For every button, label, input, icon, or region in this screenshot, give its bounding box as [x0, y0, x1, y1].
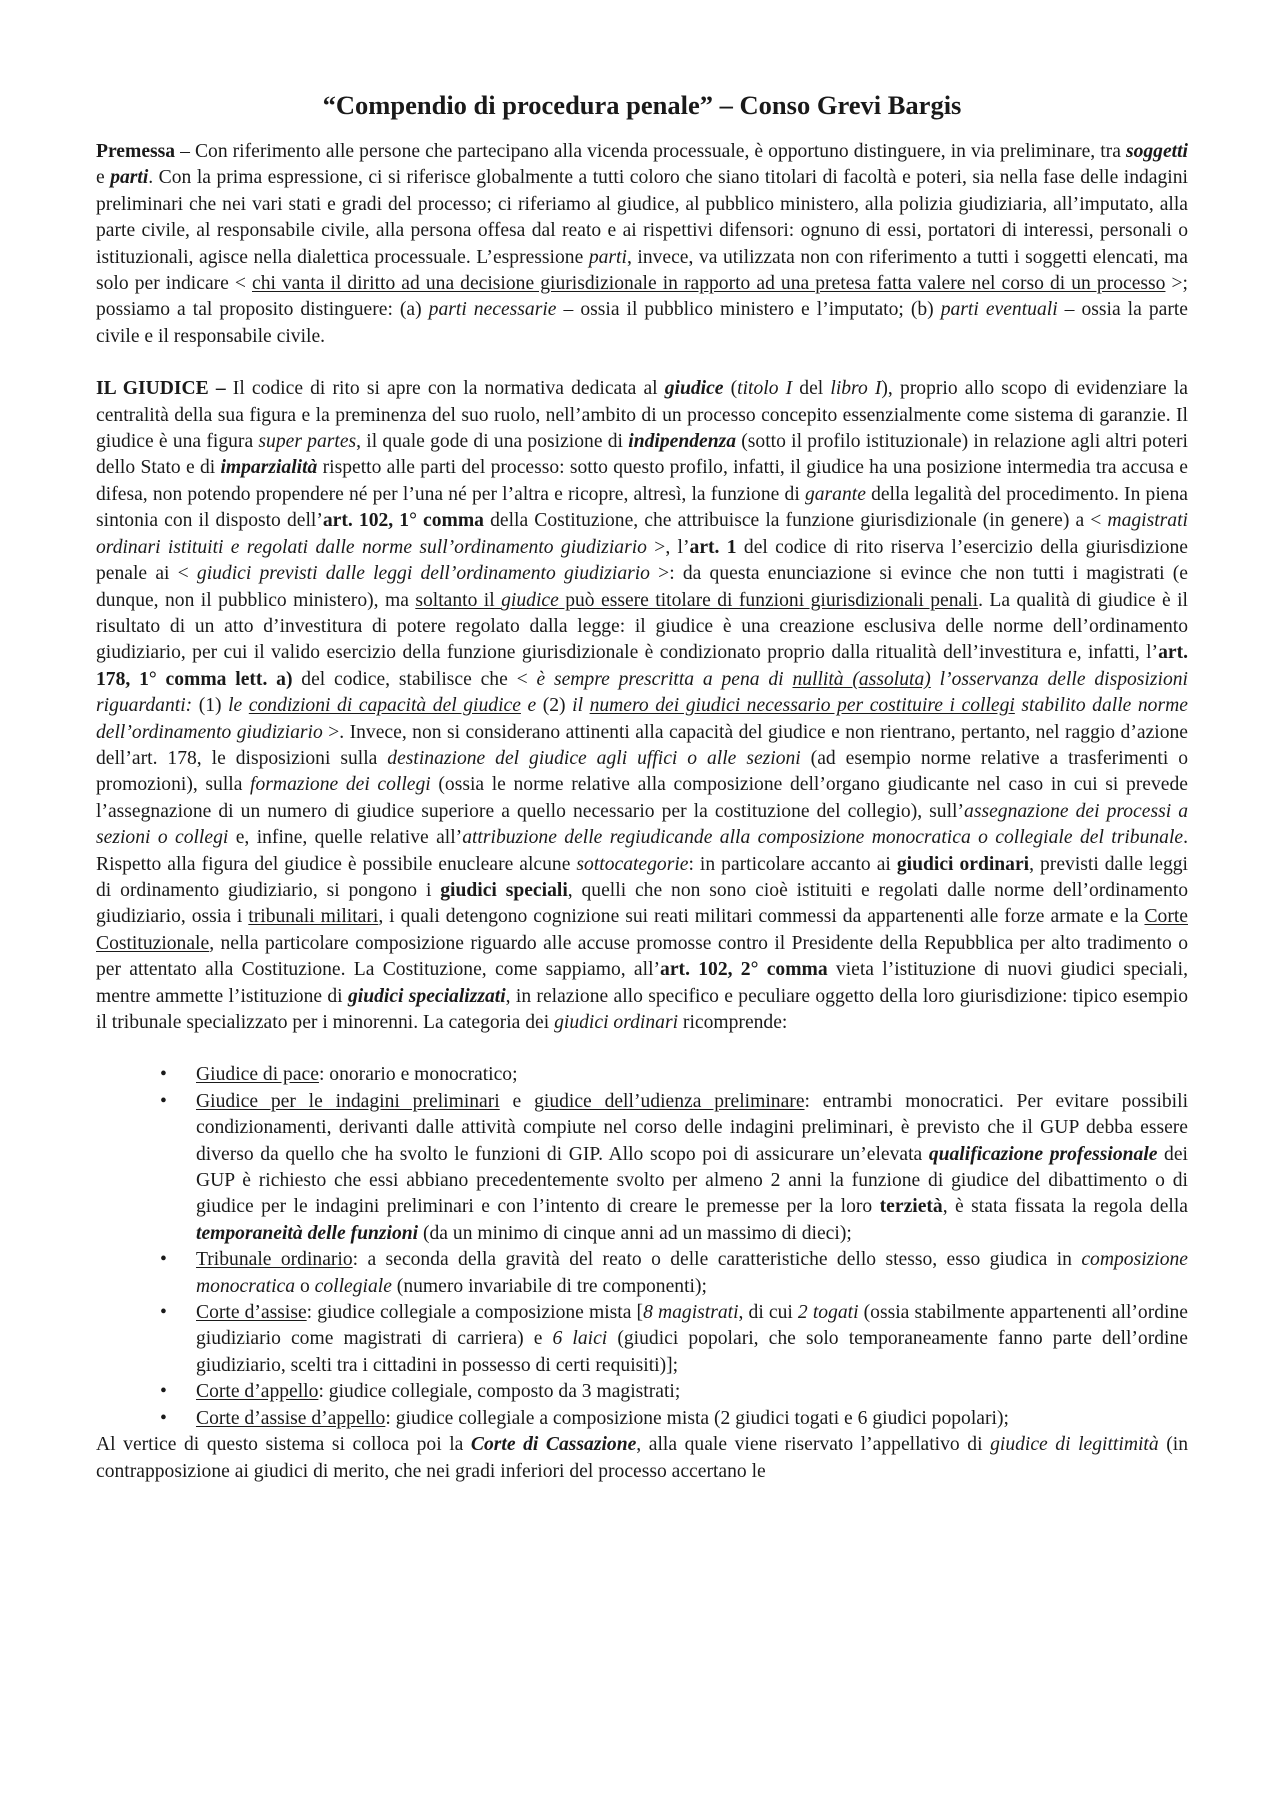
list-item: • Corte d’assise: giudice collegiale a composizione mista [8 magistrati, di cui 2 togati (ossia stabilmente appartenenti all’ordine giudiziario come magistrati di carriera) e 6 laici (giudici popolari, che solo temporaneamente fanno parte dell’ordine giudiziario, scelti tra i cittadini in possesso di certi requisiti)];: [196, 1300, 1188, 1379]
list-item: • Giudice di pace: onorario e monocratico;: [196, 1062, 1188, 1088]
list-item: • Corte d’assise d’appello: giudice collegiale a composizione mista (2 giudici togati e 6 giudici popolari);: [196, 1406, 1188, 1432]
list-item: • Tribunale ordinario: a seconda della gravità del reato o delle caratteristiche dello stesso, esso giudica in composizione monocratica o collegiale (numero invariabile di tre componenti);: [196, 1247, 1188, 1300]
premessa-paragraph: Premessa – Con riferimento alle persone che partecipano alla vicenda processuale, è opportuno distinguere, in via preliminare, tra soggetti e parti. Con la prima espressione, ci si riferisce globalmente a tutti coloro che siano titolari di facoltà e poteri, sia nella fase delle indagini preliminari che nei vari stati e gradi del processo; ci riferiamo al giudice, al pubblico ministero, alla polizia giudiziaria, all’imputato, alla parte civile, al responsabile civile, alla persona offesa dal reato e ai rispettivi difensori: ognuno di essi, portatori di interessi, personali o istituzionali, agisce nella dialettica processuale. L’espressione parti, invece, va utilizzata non con riferimento a tutti i soggetti elencati, ma solo per indicare < chi vanta il diritto ad una decisione giurisdizionale in rapporto ad una pretesa fatta valere nel corso di un processo >; possiamo a tal proposito distinguere: (a) parti necessarie – ossia il pubblico ministero e l’imputato; (b) parti eventuali – ossia la parte civile e il responsabile civile.: [96, 141, 1188, 347]
giudici-ordinari-list: [96, 1062, 1188, 1432]
document-page: [96, 88, 1188, 1485]
section-heading: IL GIUDICE –: [96, 378, 226, 400]
list-item: • Corte d’appello: giudice collegiale, composto da 3 magistrati;: [196, 1379, 1188, 1405]
list-item: • Giudice per le indagini preliminari e giudice dell’udienza preliminare: entrambi monocratici. Per evitare possibili condizionamenti, derivanti dalle attività compiute nel corso delle indagini preliminari, è previsto che il GUP debba essere diverso da quello che ha svolto le funzioni di GIP. Allo scopo poi di assicurare un’elevata qualificazione professionale dei GUP è richiesto che essi abbiano precedentemente svolto per almeno 2 anni la funzione di giudice del dibattimento o di giudice per le indagini preliminari e con l’intento di creare le premesse per la loro terzietà, è stata fissata la regola della temporaneità delle funzioni (da un minimo di cinque anni ad un massimo di dieci);: [196, 1089, 1188, 1247]
cassazione-paragraph: Al vertice di questo sistema si colloca poi la Corte di Cassazione, alla quale viene riservato l’appellativo di giudice di legittimità (in contrapposizione ai giudici di merito, che nei gradi inferiori del processo accertano le: [96, 1434, 1188, 1482]
giudice-paragraph: IL GIUDICE – Il codice di rito si apre con la normativa dedicata al giudice (titolo I del libro I), proprio allo scopo di evidenziare la centralità della sua figura e la preminenza del suo ruolo, nell’ambito di un processo concepito essenzialmente come sistema di garanzie. Il giudice è una figura super partes, il quale gode di una posizione di indipendenza (sotto il profilo istituzionale) in relazione agli altri poteri dello Stato e di imparzialità rispetto alle parti del processo: sotto questo profilo, infatti, il giudice ha una posizione intermedia tra accusa e difesa, non potendo propendere né per l’una né per l’altra e ricopre, altresì, la funzione di garante della legalità del procedimento. In piena sintonia con il disposto dell’art. 102, 1° comma della Costituzione, che attribuisce la funzione giurisdizionale (in genere) a < magistrati ordinari istituiti e regolati dalle norme sull’ordinamento giudiziario >, l’art. 1 del codice di rito riserva l’esercizio della giurisdizione penale ai < giudici previsti dalle leggi dell’ordinamento giudiziario >: da questa enunciazione si evince che non tutti i magistrati (e dunque, non il pubblico ministero), ma soltanto il giudice può essere titolare di funzioni giurisdizionali penali. La qualità di giudice è il risultato di un atto d’investitura di potere regolato dalla legge: il giudice è una creazione esclusiva delle norme dell’ordinamento giudiziario, per cui il valido esercizio della funzione giurisdizionale è condizionato proprio dalla ritualità dell’investitura e, infatti, l’art. 178, 1° comma lett. a) del codice, stabilisce che < è sempre prescritta a pena di nullità (assoluta) l’osservanza delle disposizioni riguardanti: (1) le condizioni di capacità del giudice e (2) il numero dei giudici necessario per costituire i collegi stabilito dalle norme dell’ordinamento giudiziario >. Invece, non si considerano attinenti alla capacità del giudice e non rientrano, pertanto, nel raggio d’azione dell’art. 178, le disposizioni sulla destinazione del giudice agli uffici o alle sezioni (ad esempio norme relative a trasferimenti o promozioni), sulla formazione dei collegi (ossia le norme relative alla composizione dell’organo giudicante nel caso in cui si prevede l’assegnazione di un numero di giudice superiore a quello necessario per la costituzione del collegio), sull’assegnazione dei processi a sezioni o collegi e, infine, quelle relative all’attribuzione delle regiudicande alla composizione monocratica o collegiale del tribunale. Rispetto alla figura del giudice è possibile enucleare alcune sottocategorie: in particolare accanto ai giudici ordinari, previsti dalle leggi di ordinamento giudiziario, si pongono i giudici speciali, quelli che non sono cioè istituiti e regolati dalle norme dell’ordinamento giudiziario, ossia i tribunali militari, i quali detengono cognizione sui reati militari commessi da appartenenti alle forze armate e la Corte Costituzionale, nella particolare composizione riguardo alle accuse promosse contro il Presidente della Repubblica per alto tradimento o per attentato alla Costituzione. La Costituzione, come sappiamo, all’art. 102, 2° comma vieta l’istituzione di nuovi giudici speciali, mentre ammette l’istituzione di giudici specializzati, in relazione allo specifico e peculiare oggetto della loro giurisdizione: tipico esempio il tribunale specializzato per i minorenni. La categoria dei giudici ordinari ricomprende:: [96, 378, 1189, 1033]
document-title: “Compendio di procedura penale” – Conso Grevi Bargis: [322, 90, 962, 120]
